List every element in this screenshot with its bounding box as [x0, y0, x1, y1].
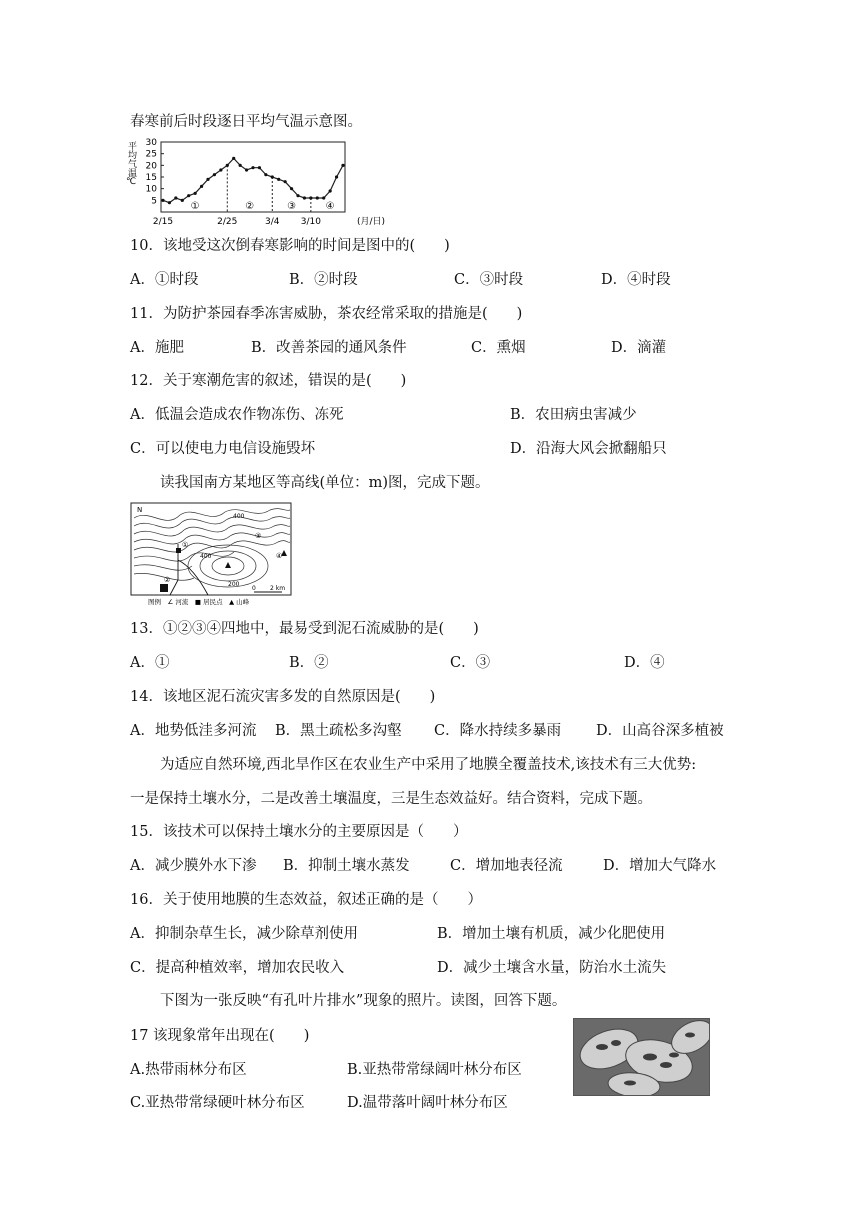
temperature-points [161, 157, 344, 205]
q17-option-a[interactable]: A.热带雨林分布区 [130, 1062, 247, 1078]
q11-option-d[interactable]: D．滴灌 [611, 340, 667, 356]
q15-option-c[interactable]: C．增加地表径流 [450, 858, 563, 874]
chart-xlabel: (月/日) [357, 217, 386, 227]
map-frame [131, 503, 291, 595]
data-point [303, 196, 306, 199]
period-label: ③ [287, 201, 297, 212]
settlement-icon [176, 548, 181, 553]
temperature-chart [125, 136, 415, 230]
q10-option-b[interactable]: B．②时段 [289, 272, 358, 288]
data-point [322, 196, 325, 199]
y-tick-label: 25 [145, 149, 157, 160]
data-point [161, 199, 164, 202]
q12-option-c[interactable]: C．可以使电力电信设施毁坏 [130, 441, 316, 457]
data-point [245, 168, 248, 171]
data-point [187, 194, 190, 197]
data-point [341, 164, 344, 167]
data-point [335, 175, 338, 178]
map-legend: 图例 ∠ 河流 ■ 居民点 ▲ 山峰 [148, 598, 250, 606]
map-scale-zero: 0 [252, 585, 256, 592]
period-label: ① [190, 201, 200, 212]
settlement-icon [160, 584, 168, 592]
q13-stem: 13．①②③④四地中，最易受到泥石流威胁的是( ) [130, 621, 479, 637]
data-point [296, 194, 299, 197]
q12-stem: 12．关于寒潮危害的叙述，错误的是( ) [130, 373, 407, 389]
data-point [277, 178, 280, 181]
data-point [239, 164, 242, 167]
map-point-3: ③ [255, 532, 262, 540]
q16-option-a[interactable]: A．抑制杂草生长，减少除草剂使用 [130, 926, 358, 942]
q17-option-c[interactable]: C.亚热带常绿硬叶林分布区 [130, 1095, 305, 1111]
x-tick-label: 3/10 [300, 217, 321, 227]
q12-option-a[interactable]: A．低温会造成农作物冻伤、冻死 [130, 407, 344, 423]
map-intro: 读我国南方某地区等高线(单位：m)图，完成下题。 [160, 475, 490, 491]
y-tick-label: 30 [145, 138, 157, 148]
q17-option-b[interactable]: B.亚热带常绿阔叶林分布区 [347, 1062, 522, 1078]
q13-option-d[interactable]: D．④ [624, 655, 665, 671]
q17-option-d[interactable]: D.温带落叶阔叶林分布区 [347, 1095, 508, 1111]
q16-option-d[interactable]: D．减少土壤含水量，防治水土流失 [437, 960, 667, 976]
data-point [284, 180, 287, 183]
map-point-1: ① [182, 541, 189, 549]
q11-stem: 11．为防护茶园春季冻害威胁，茶农经常采取的措施是( ) [130, 306, 523, 322]
chart-period-dividers [227, 165, 311, 212]
y-tick-label: 15 [145, 173, 157, 183]
map-point-4: ④ [276, 552, 283, 560]
q15-option-a[interactable]: A．减少膜外水下渗 [130, 858, 257, 874]
q14-option-c[interactable]: C．降水持续多暴雨 [434, 723, 562, 739]
data-point [174, 196, 177, 199]
q16-option-b[interactable]: B．增加土壤有机质，减少化肥使用 [437, 926, 666, 942]
photo-intro: 下图为一张反映“有孔叶片排水”现象的照片。读图，回答下题。 [160, 993, 567, 1009]
data-point [219, 168, 222, 171]
data-point [316, 196, 319, 199]
map-contour-400b: 400 [200, 553, 212, 560]
q12-option-b[interactable]: B．农田病虫害减少 [510, 407, 637, 423]
q11-option-b[interactable]: B．改善茶园的通风条件 [251, 340, 407, 356]
q13-option-a[interactable]: A．① [130, 655, 170, 671]
period-label: ② [245, 201, 255, 212]
y-tick-label: 10 [145, 184, 157, 195]
x-tick-label: 3/4 [265, 217, 280, 227]
perforated-leaf-photo [573, 1018, 710, 1096]
map-north-label: N [137, 506, 143, 514]
q15-stem: 15．该技术可以保持土壤水分的主要原因是（ ） [130, 824, 468, 840]
data-point [258, 166, 261, 169]
period-label: ④ [325, 201, 335, 212]
q11-option-a[interactable]: A．施肥 [130, 340, 184, 356]
data-point [264, 173, 267, 176]
map-contour-200: 200 [228, 581, 240, 588]
data-point [194, 192, 197, 195]
map-point-2: ② [164, 576, 171, 584]
q17-stem: 17 该现象常年出现在( ) [130, 1028, 310, 1044]
y-tick-label: 5 [151, 196, 157, 207]
q11-option-c[interactable]: C．熏烟 [471, 340, 526, 356]
map-contour-400a: 400 [233, 513, 245, 520]
map-scale-dist: 2 km [270, 585, 286, 592]
q14-stem: 14．该地区泥石流灾害多发的自然原因是( ) [130, 689, 436, 705]
data-point [181, 199, 184, 202]
q15-option-b[interactable]: B．抑制土壤水蒸发 [283, 858, 410, 874]
q16-option-c[interactable]: C．提高种植效率，增加农民收入 [130, 960, 345, 976]
q10-option-c[interactable]: C．③时段 [454, 272, 524, 288]
data-point [309, 196, 312, 199]
x-tick-label: 2/25 [217, 217, 238, 227]
q10-stem: 10．该地受这次倒春寒影响的时间是图中的( ) [130, 238, 450, 254]
chart-period-labels [191, 201, 335, 212]
data-point [213, 173, 216, 176]
y-tick-label: 20 [145, 161, 157, 172]
data-point [206, 178, 209, 181]
q10-option-d[interactable]: D．④时段 [601, 272, 671, 288]
chart-x-ticks [153, 217, 321, 227]
q10-option-a[interactable]: A．①时段 [130, 272, 199, 288]
data-point [232, 157, 235, 160]
q14-option-a[interactable]: A．地势低洼多河流 [130, 723, 257, 739]
data-point [168, 201, 171, 204]
contour-map [130, 500, 294, 606]
q13-option-c[interactable]: C．③ [450, 655, 491, 671]
film-intro-line2: 一是保持土壤水分，二是改善土壤温度，三是生态效益好。结合资料，完成下题。 [130, 791, 652, 807]
data-point [251, 166, 254, 169]
chart-intro: 春寒前后时段逐日平均气温示意图。 [130, 114, 362, 130]
data-point [226, 164, 229, 167]
film-intro-line1: 为适应自然环境,西北旱作区在农业生产中采用了地膜全覆盖技术,该技术有三大优势: [160, 757, 697, 773]
q13-option-b[interactable]: B．② [289, 655, 329, 671]
chart-ylabel: 平均气温℃ [126, 141, 136, 187]
data-point [200, 185, 203, 188]
q14-option-b[interactable]: B．黑土疏松多沟壑 [275, 723, 402, 739]
data-point [271, 175, 274, 178]
q16-stem: 16．关于使用地膜的生态效益，叙述正确的是（ ） [130, 892, 482, 908]
data-point [290, 187, 293, 190]
q15-option-d[interactable]: D．增加大气降水 [603, 858, 717, 874]
q12-option-d[interactable]: D．沿海大风会掀翻船只 [510, 441, 667, 457]
q14-option-d[interactable]: D．山高谷深多植被 [596, 723, 724, 739]
x-tick-label: 2/15 [152, 217, 174, 227]
data-point [329, 189, 332, 192]
